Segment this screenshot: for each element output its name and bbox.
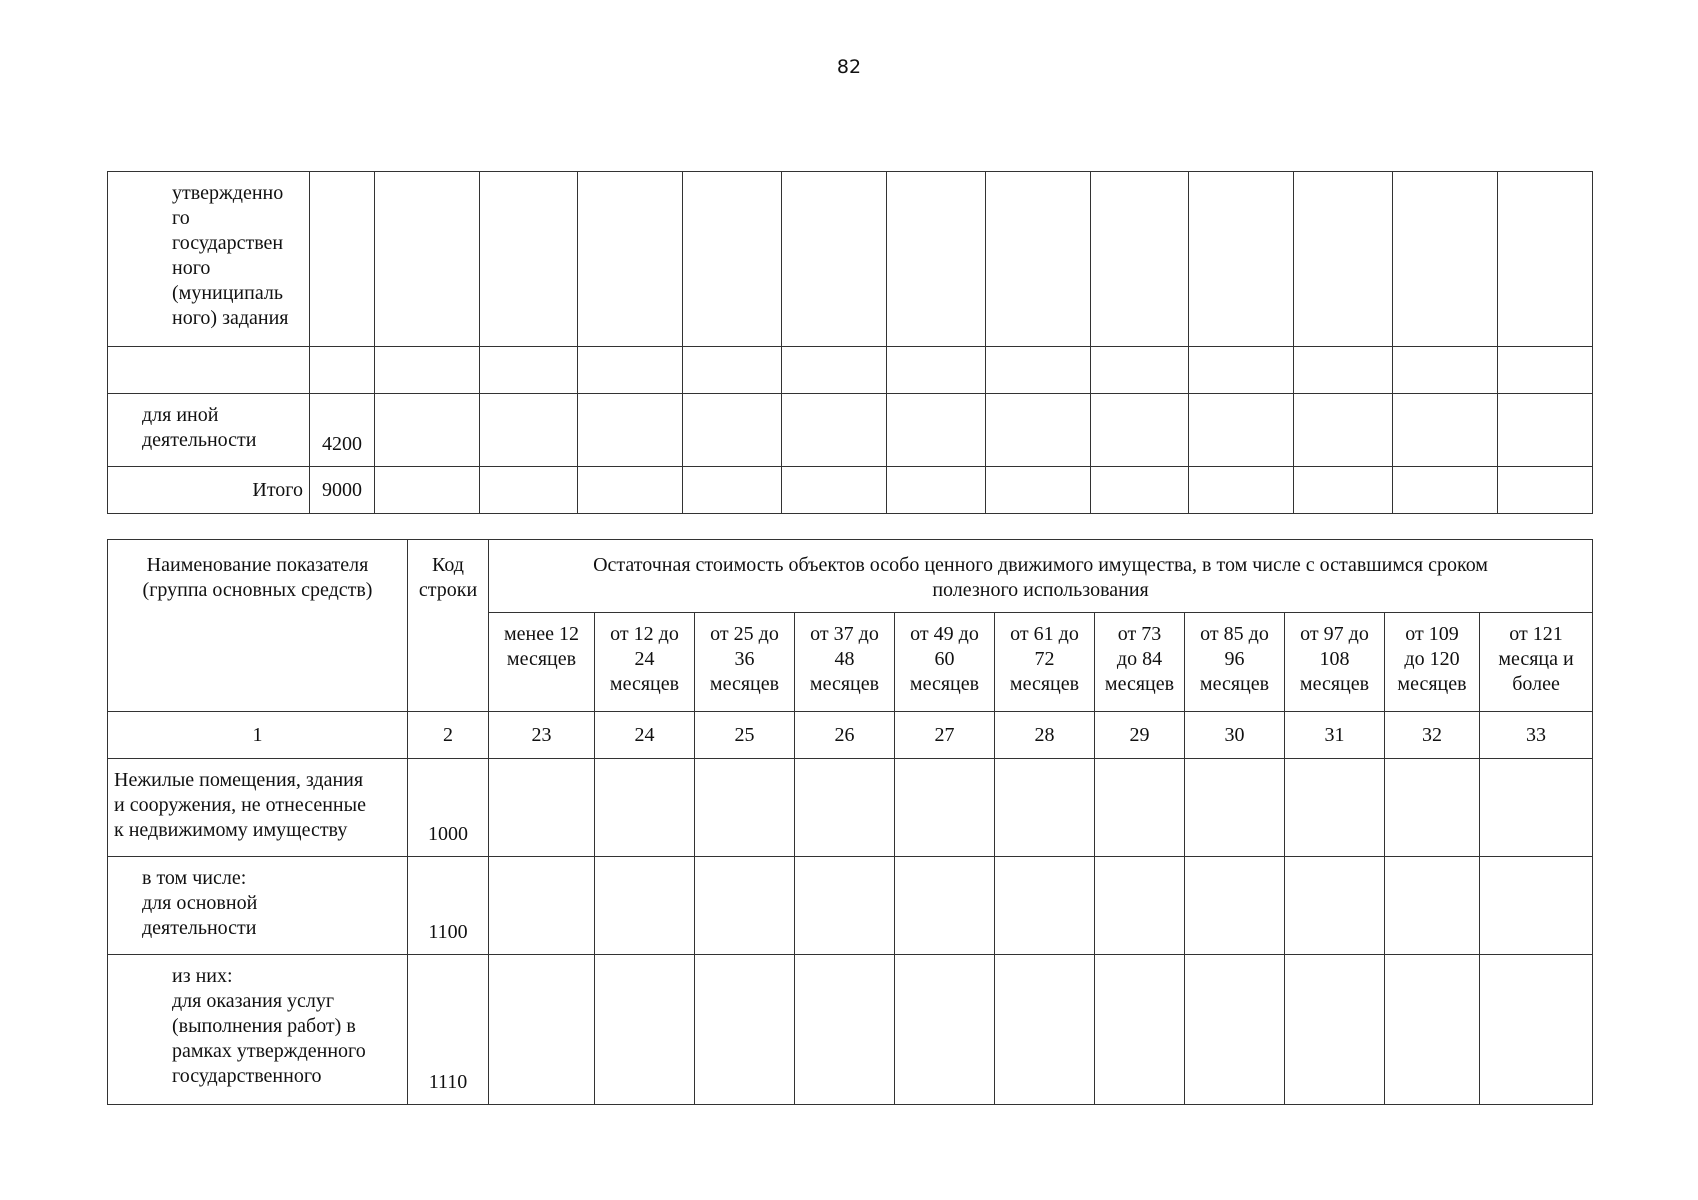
column-number: 27 <box>895 712 995 759</box>
column-number: 1 <box>108 712 408 759</box>
value-cell <box>695 759 795 857</box>
value-cell <box>986 467 1091 514</box>
header-line: более <box>1512 673 1560 695</box>
name-line: из них: <box>172 965 233 987</box>
name-line: (выполнения работ) в <box>172 1015 356 1037</box>
row-code: 4200 <box>310 394 375 467</box>
value-cell <box>986 394 1091 467</box>
header-line: от 73 <box>1117 623 1162 645</box>
value-cell <box>995 857 1095 955</box>
value-cell <box>895 759 995 857</box>
value-cell <box>683 394 782 467</box>
header-name <box>108 540 408 712</box>
row-name <box>108 759 408 857</box>
header-line: месяца и <box>1498 648 1574 670</box>
value-cell <box>1480 955 1593 1105</box>
value-cell <box>1095 857 1185 955</box>
value-cell <box>1498 172 1593 347</box>
name-line: го <box>172 207 190 229</box>
value-cell <box>1385 955 1480 1105</box>
name-line: государственного <box>172 1065 322 1087</box>
name-line: Нежилые помещения, здания <box>114 769 364 791</box>
value-cell <box>1498 394 1593 467</box>
value-cell <box>1189 172 1294 347</box>
header-line: месяцев <box>1199 673 1270 695</box>
row-name <box>108 172 310 347</box>
row-name <box>108 955 408 1105</box>
value-cell <box>375 394 480 467</box>
value-cell <box>895 955 995 1105</box>
row-code <box>310 347 375 394</box>
value-cell <box>683 172 782 347</box>
total-label: Итого <box>252 478 303 501</box>
table-row <box>108 759 1593 857</box>
name-line: государствен <box>172 232 284 254</box>
value-cell <box>480 347 578 394</box>
value-cell <box>1185 955 1285 1105</box>
header-line: от 97 до <box>1300 623 1369 645</box>
value-cell <box>578 394 683 467</box>
value-cell <box>1480 857 1593 955</box>
header-line: месяцев <box>909 673 980 695</box>
name-line: деятельности <box>142 429 257 451</box>
value-cell <box>995 955 1095 1105</box>
name-line: деятельности <box>142 917 257 939</box>
value-cell <box>1185 857 1285 955</box>
header-line: от 109 <box>1405 623 1459 645</box>
header-line: от 85 до <box>1200 623 1269 645</box>
name-line: для иной <box>142 404 219 426</box>
column-number: 30 <box>1185 712 1285 759</box>
name-line: ного <box>172 257 211 279</box>
column-number: 2 <box>408 712 489 759</box>
table-row <box>108 857 1593 955</box>
value-cell <box>683 347 782 394</box>
value-cell <box>480 467 578 514</box>
value-cell <box>595 955 695 1105</box>
value-cell <box>695 955 795 1105</box>
column-number: 33 <box>1480 712 1593 759</box>
header-line: 24 <box>634 648 655 670</box>
value-cell <box>1091 172 1189 347</box>
value-cell <box>1393 172 1498 347</box>
value-cell <box>375 467 480 514</box>
header-period <box>489 613 595 712</box>
header-line: от 37 до <box>810 623 879 645</box>
name-line: для оказания услуг <box>172 990 335 1012</box>
value-cell <box>995 759 1095 857</box>
name-line: к недвижимому имуществу <box>114 819 348 841</box>
header-line: до 84 <box>1116 648 1163 670</box>
header-row <box>108 540 1593 613</box>
column-number: 31 <box>1285 712 1385 759</box>
column-number: 28 <box>995 712 1095 759</box>
value-cell <box>1294 347 1393 394</box>
header-group <box>489 540 1593 613</box>
header-line: Код <box>432 554 464 576</box>
header-period <box>1185 613 1285 712</box>
value-cell <box>1285 759 1385 857</box>
value-cell <box>1091 394 1189 467</box>
header-line: месяцев <box>1299 673 1370 695</box>
name-line: для основной <box>142 892 258 914</box>
value-cell <box>1385 759 1480 857</box>
value-cell <box>480 172 578 347</box>
value-cell <box>489 857 595 955</box>
value-cell <box>1189 347 1294 394</box>
table-row <box>108 172 1593 347</box>
value-cell <box>1285 857 1385 955</box>
value-cell <box>1095 955 1185 1105</box>
row-code: 1110 <box>408 955 489 1105</box>
column-number: 32 <box>1385 712 1480 759</box>
value-cell <box>578 467 683 514</box>
value-cell <box>887 394 986 467</box>
value-cell <box>1498 467 1593 514</box>
column-number: 23 <box>489 712 595 759</box>
header-line: 48 <box>834 648 855 670</box>
name-line: ного) задания <box>172 307 289 329</box>
value-cell <box>489 955 595 1105</box>
value-cell <box>782 347 887 394</box>
name-line: утвержденно <box>172 182 284 204</box>
header-line: месяцев <box>809 673 880 695</box>
header-line: месяцев <box>1009 673 1080 695</box>
row-name <box>108 857 408 955</box>
header-line: Наименование показателя <box>146 554 369 576</box>
value-cell <box>1285 955 1385 1105</box>
header-line: 72 <box>1034 648 1055 670</box>
value-cell <box>375 172 480 347</box>
value-cell <box>1189 467 1294 514</box>
value-cell <box>1185 759 1285 857</box>
column-number: 29 <box>1095 712 1185 759</box>
value-cell <box>578 347 683 394</box>
value-cell <box>1480 759 1593 857</box>
value-cell <box>1095 759 1185 857</box>
value-cell <box>782 467 887 514</box>
value-cell <box>595 759 695 857</box>
value-cell <box>1091 347 1189 394</box>
value-cell <box>887 467 986 514</box>
value-cell <box>887 347 986 394</box>
value-cell <box>1294 467 1393 514</box>
header-period <box>795 613 895 712</box>
header-line: месяцев <box>709 673 780 695</box>
value-cell <box>1393 347 1498 394</box>
column-number: 24 <box>595 712 695 759</box>
row-name <box>108 467 310 514</box>
header-line: 36 <box>734 648 755 670</box>
header-period <box>695 613 795 712</box>
value-cell <box>986 172 1091 347</box>
header-line: от 61 до <box>1010 623 1079 645</box>
value-cell <box>795 955 895 1105</box>
header-period <box>1095 613 1185 712</box>
name-line: (муниципаль <box>172 282 283 304</box>
table-row <box>108 467 1593 514</box>
header-line: полезного использования <box>932 579 1149 601</box>
header-line: от 12 до <box>610 623 679 645</box>
table-row <box>108 347 1593 394</box>
header-line: месяцев <box>506 648 577 670</box>
name-line: и сооружения, не отнесенные <box>114 794 366 816</box>
row-name <box>108 347 310 394</box>
header-line: 96 <box>1224 648 1245 670</box>
header-line: месяцев <box>1397 673 1467 695</box>
header-period <box>1285 613 1385 712</box>
header-line: до 120 <box>1404 648 1460 670</box>
value-cell <box>895 857 995 955</box>
value-cell <box>1189 394 1294 467</box>
name-line: в том числе: <box>142 867 247 889</box>
value-cell <box>795 759 895 857</box>
row-code: 1000 <box>408 759 489 857</box>
value-cell <box>595 857 695 955</box>
value-cell <box>695 857 795 955</box>
header-line: 108 <box>1319 648 1350 670</box>
table-continuation <box>107 171 1593 514</box>
value-cell <box>480 394 578 467</box>
row-name <box>108 394 310 467</box>
header-code <box>408 540 489 712</box>
row-code: 1100 <box>408 857 489 955</box>
column-number-row <box>108 712 1593 759</box>
row-code: 9000 <box>310 467 375 514</box>
header-line: Остаточная стоимость объектов особо ценного движимого имущества, в том числе с оставшимся сроком <box>593 554 1488 576</box>
header-period <box>995 613 1095 712</box>
header-line: от 49 до <box>910 623 979 645</box>
value-cell <box>1498 347 1593 394</box>
value-cell <box>1294 172 1393 347</box>
value-cell <box>782 394 887 467</box>
value-cell <box>1294 394 1393 467</box>
value-cell <box>578 172 683 347</box>
page-number: 82 <box>836 56 862 78</box>
value-cell <box>986 347 1091 394</box>
value-cell <box>683 467 782 514</box>
column-number: 25 <box>695 712 795 759</box>
column-number: 26 <box>795 712 895 759</box>
value-cell <box>375 347 480 394</box>
header-line: менее 12 <box>504 623 579 645</box>
value-cell <box>887 172 986 347</box>
header-line: месяцев <box>609 673 680 695</box>
value-cell <box>1393 394 1498 467</box>
value-cell <box>1393 467 1498 514</box>
row-code <box>310 172 375 347</box>
header-line: месяцев <box>1104 673 1175 695</box>
value-cell <box>795 857 895 955</box>
header-line: (группа основных средств) <box>142 579 373 601</box>
header-line: строки <box>418 579 478 601</box>
header-period <box>1385 613 1480 712</box>
table-row <box>108 394 1593 467</box>
header-period <box>895 613 995 712</box>
header-period <box>595 613 695 712</box>
value-cell <box>1385 857 1480 955</box>
table-row <box>108 955 1593 1105</box>
value-cell <box>782 172 887 347</box>
table-residual-value <box>107 539 1593 1105</box>
header-line: 60 <box>934 648 955 670</box>
header-line: от 121 <box>1509 623 1563 645</box>
name-line: рамках утвержденного <box>172 1040 366 1062</box>
value-cell <box>489 759 595 857</box>
value-cell <box>1091 467 1189 514</box>
header-period <box>1480 613 1593 712</box>
header-line: от 25 до <box>710 623 779 645</box>
